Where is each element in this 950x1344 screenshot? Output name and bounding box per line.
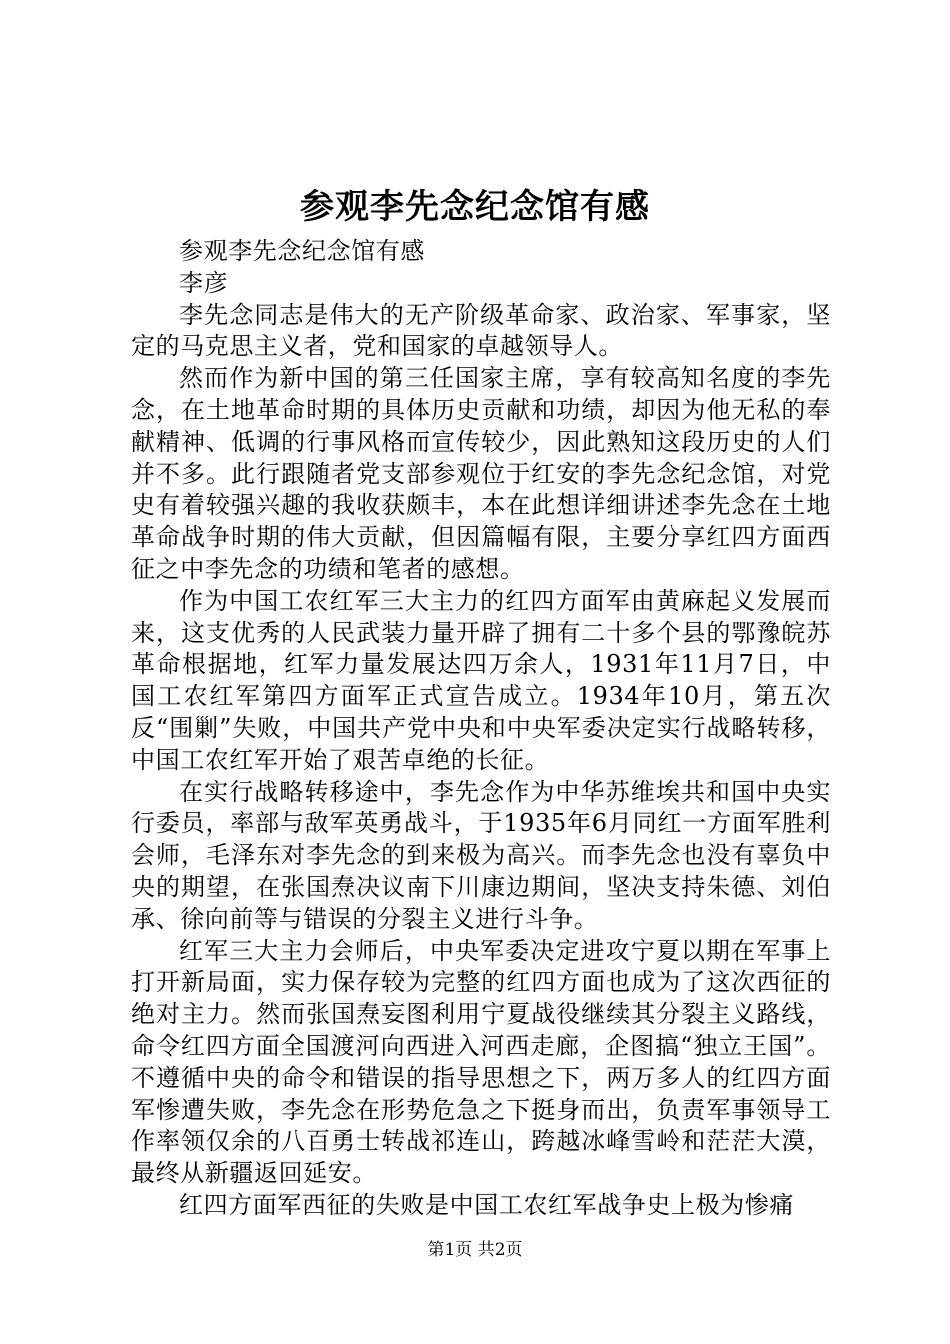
paragraph: 然而作为新中国的第三任国家主席，享有较高知名度的李先念，在土地革命时期的具体历史贡献和功绩，却因为他无私的奉献精神、低调的行事风格而宣传较少，因此熟知这段历史的人们并不多。此行跟随者党支部参观位于红安的李先念纪念馆，对党史有着较强兴趣的我收获颇丰，本在此想详细讲述李先念在土地革命战争时期的伟大贡献，但因篇幅有限，主要分享红四方面西征之中李先念的功绩和笔者的感想。 bbox=[131, 364, 831, 583]
paragraph: 红军三大主力会师后，中央军委决定进攻宁夏以期在军事上打开新局面，实力保存较为完整的红四方面也成为了这次西征的绝对主力。然而张国焘妄图利用宁夏战役继续其分裂主义路线，命令红四方面全国渡河向西进入河西走廊，企图搞“独立王国”。不遵循中央的命令和错误的指导思想之下，两万多人的红四方面军惨遭失败，李先念在形势危急之下挺身而出，负责军事领导工作率领仅余的八百勇士转战祁连山，跨越冰峰雪岭和茫茫大漠，最终从新疆返回延安。 bbox=[131, 936, 831, 1188]
document-title: 参观李先念纪念馆有感 bbox=[300, 187, 650, 227]
paragraph: 作为中国工农红军三大主力的红四方面军由黄麻起义发展而来，这支优秀的人民武装力量开辟了拥有二十多个县的鄂豫皖苏革命根据地，红军力量发展达四万余人，1931年11月7日，中国工农红军第四方面军正式宣告成立。1934年10月，第五次反“围剿”失败，中国共产党中央和中央军委决定实行战略转移，中国工农红军开始了艰苦卓绝的长征。 bbox=[131, 586, 831, 774]
document-body bbox=[131, 236, 831, 1222]
page-number-footer: 第1页 共2页 bbox=[427, 1240, 523, 1260]
paragraph: 李先念同志是伟大的无产阶级革命家、政治家、军事家，坚定的马克思主义者，党和国家的卓越领导人。 bbox=[131, 300, 831, 361]
paragraph: 在实行战略转移途中，李先念作为中华苏维埃共和国中央实行委员，率部与敌军英勇战斗，于1935年6月同红一方面军胜利会师，毛泽东对李先念的到来极为高兴。而李先念也没有辜负中央的期望，在张国焘决议南下川康边期间，坚决支持朱德、刘伯承、徐向前等与错误的分裂主义进行斗争。 bbox=[131, 777, 831, 933]
paragraph-author: 李彦 bbox=[179, 268, 229, 297]
paragraph-subtitle: 参观李先念纪念馆有感 bbox=[179, 237, 425, 265]
paragraph: 红四方面军西征的失败是中国工农红军战争史上极为惨痛 bbox=[179, 1190, 794, 1219]
